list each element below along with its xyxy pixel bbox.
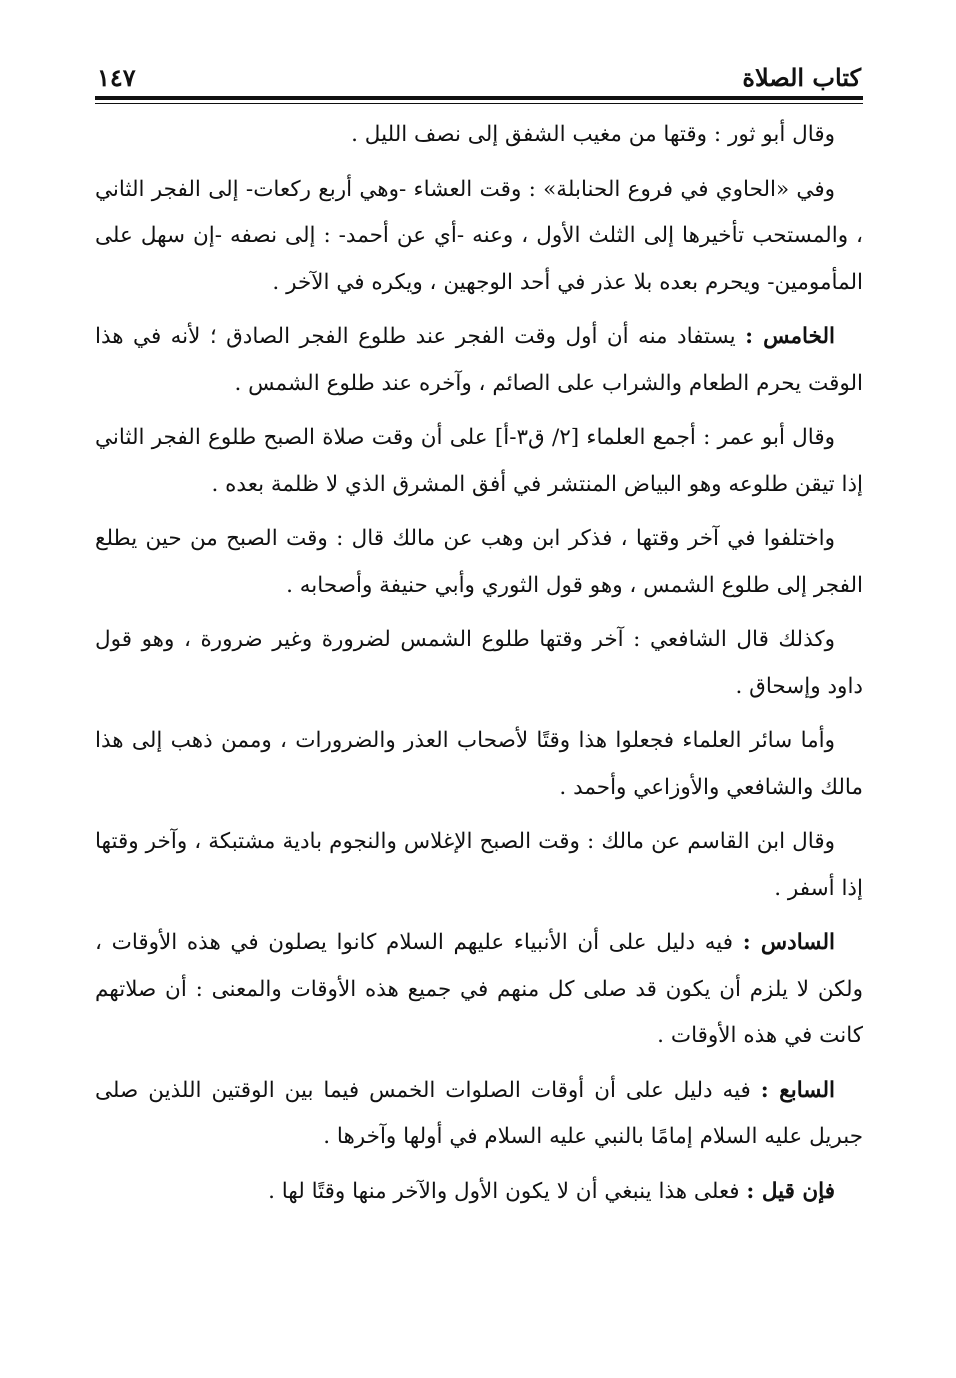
paragraph-text: وكذلك قال الشافعي : آخر وقتها طلوع الشمس لضرورة وغير ضرورة ، وهو قول داود وإسحاق . [95, 627, 863, 699]
paragraph [95, 516, 863, 609]
paragraph [95, 920, 863, 1060]
paragraph [95, 1068, 863, 1161]
paragraph-text: فعلى هذا ينبغي أن لا يكون الأول والآخر منها وقتًا لها . [268, 1178, 747, 1204]
paragraph-lead: السابع : [760, 1077, 835, 1103]
paragraph-text: وأما سائر العلماء فجعلوا هذا وقتًا لأصحاب العذر والضرورات ، وممن ذهب إلى هذا مالك والشافعي والأوزاعي وأحمد . [95, 728, 863, 800]
book-title: كتاب الصلاة [742, 63, 861, 92]
paragraph-text: يستفاد منه أن أول وقت الفجر عند طلوع الفجر الصادق ؛ لأنه في هذا الوقت يحرم الطعام والشراب على الصائم ، وآخره عند طلوع الشمس . [95, 324, 863, 396]
paragraph-text: فيه دليل على أن أوقات الصلوات الخمس فيما بين الوقتين اللذين صلى جبريل عليه السلام إمامًا بالنبي عليه السلام في أولها وآخرها . [95, 1077, 863, 1149]
paragraph-text: وقال ابن القاسم عن مالك : وقت الصبح الإغلاس والنجوم بادية مشتبكة ، وآخر وقتها إذا أسفر . [95, 829, 863, 901]
paragraph [95, 314, 863, 407]
paragraph [95, 112, 863, 159]
paragraph-text: واختلفوا في آخر وقتها ، فذكر ابن وهب عن مالك قال : وقت الصبح من حين يطلع الفجر إلى طلوع الشمس ، وهو قول الثوري وأبي حنيفة وأصحابه . [95, 526, 863, 598]
paragraph [95, 617, 863, 710]
paragraph [95, 819, 863, 912]
page-number: ١٤٧ [97, 63, 136, 92]
paragraph-text: وقال أبو ثور : وقتها من مغيب الشفق إلى نصف الليل . [351, 122, 835, 147]
paragraph [95, 1169, 863, 1216]
paragraph [95, 167, 863, 307]
paragraph-lead: السادس : [742, 930, 836, 955]
paragraph [95, 718, 863, 811]
paragraph [95, 415, 863, 508]
paragraph-text: وقال أبو عمر : أجمع العلماء [٢/ ق٣-أ] على أن وقت صلاة الصبح طلوع الفجر الثاني إذا تيقن طلوعه وهو البياض المنتشر في أفق المشرق الذي لا ظلمة بعده . [95, 425, 863, 497]
paragraph-lead: فإن قيل : [746, 1178, 835, 1204]
paragraph-text: وفي «الحاوي في فروع الحنابلة» : وقت العشاء -وهي أربع ركعات- إلى الفجر الثاني ، والمستحب تأخيرها إلى الثلث الأول ، وعنه -أي عن أحمد- : إلى نصفه -إن سهل على المأمومين- ويحرم بعده بلا عذر في أحد الوجهين ، ويكره في الآخر . [95, 176, 863, 295]
header-rule-thin [95, 103, 863, 104]
paragraph-text: فيه دليل على أن الأنبياء عليهم السلام كانوا يصلون في هذه الأوقات ، ولكن لا يلزم أن يكون قد صلى كل منهم في جميع هذه الأوقات والمعنى : أن صلاتهم كانت في هذه الأوقات . [95, 930, 863, 1048]
body-text [95, 112, 863, 1215]
running-header [95, 52, 863, 96]
paragraph-lead: الخامس : [745, 324, 835, 349]
